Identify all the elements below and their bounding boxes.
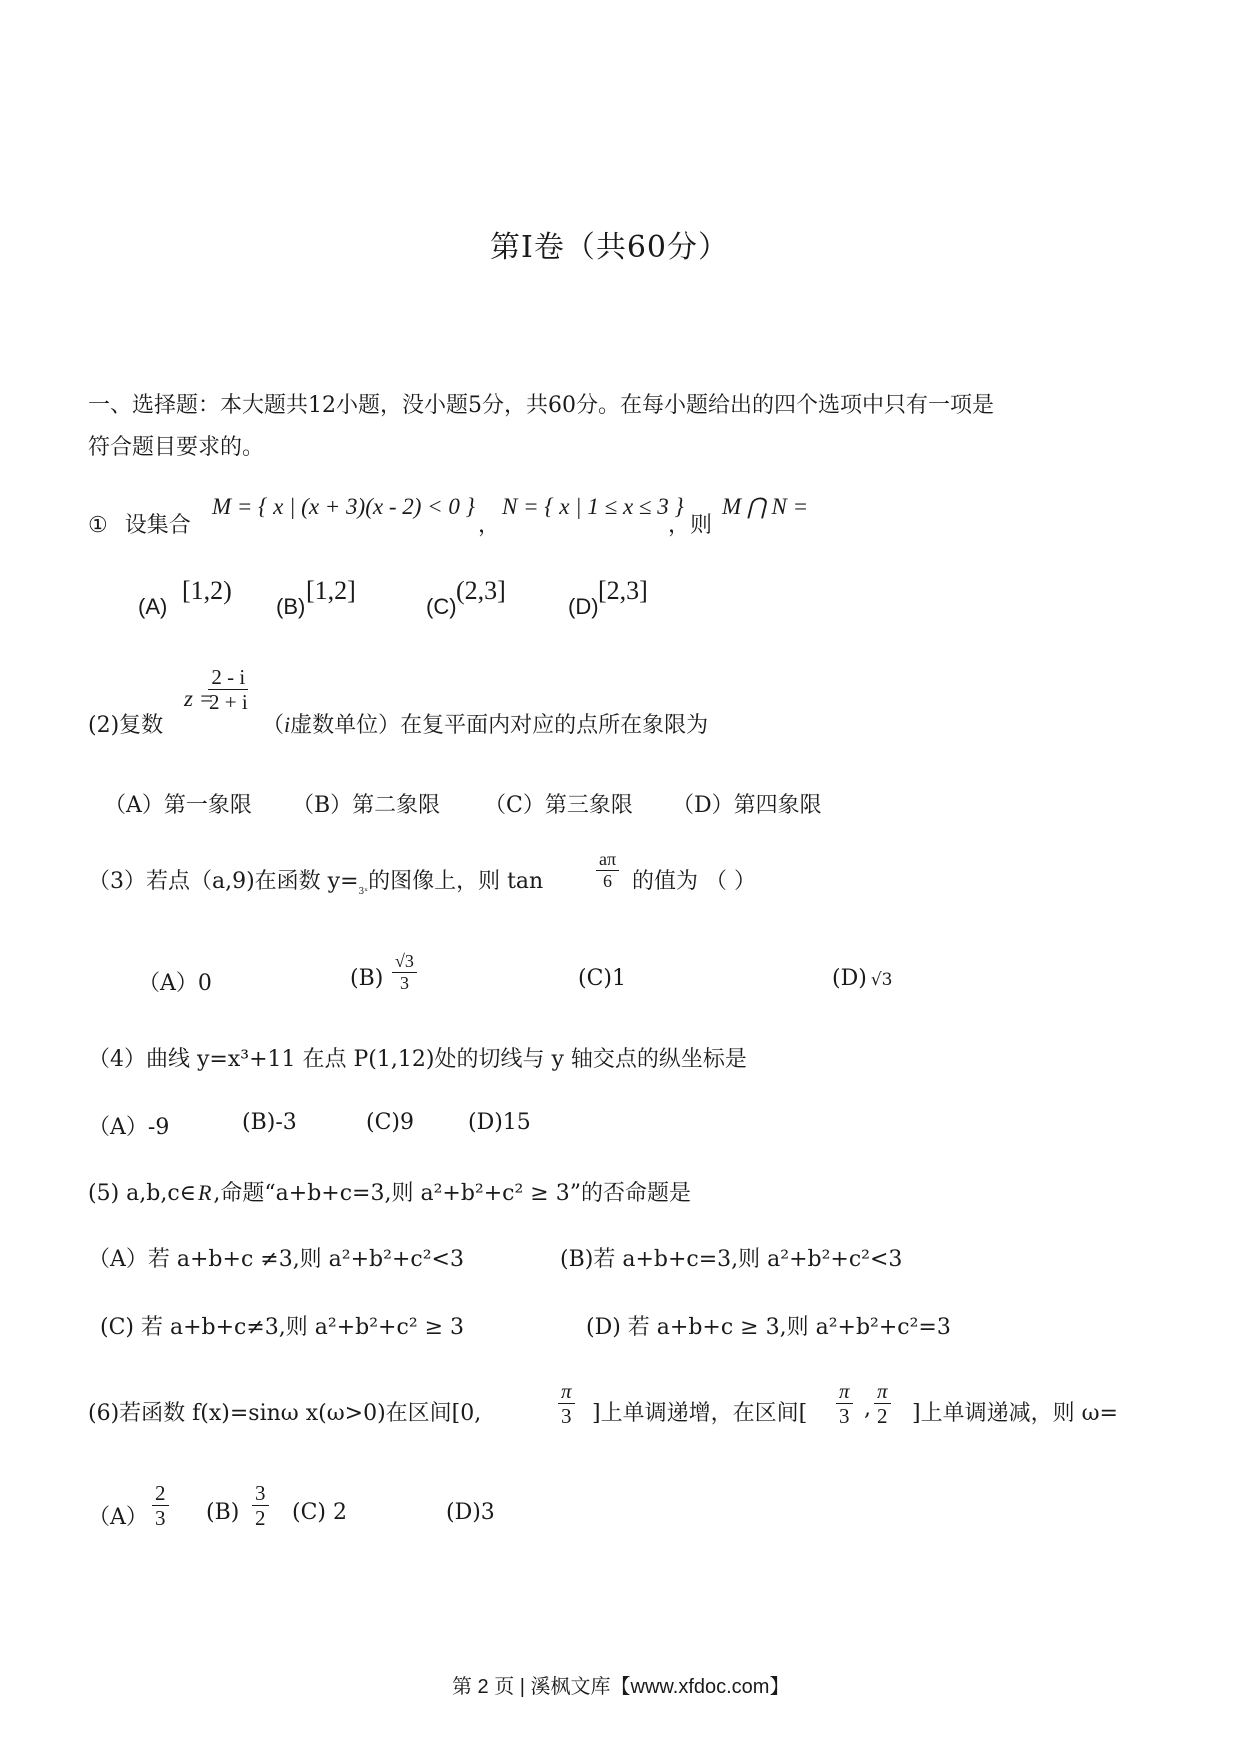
q1-option-d-value: [2,3] (598, 576, 648, 605)
q3-text2: 的图像上，则 tan (368, 869, 544, 894)
q6-option-a-num: 2 (152, 1482, 169, 1506)
page-footer: 第 2 页 | 溪枫文库【www.xfdoc.com】 (452, 1676, 790, 1698)
q6-option-b-fraction (252, 1482, 269, 1529)
q6-text1: (6)若函数 f(x)=sinω x(ω>0)在区间[0, (88, 1401, 482, 1426)
q6-frac-pi-3 (558, 1380, 575, 1427)
section-header-line1: 一、选择题：本大题共12小题，没小题5分，共60分。在每小题给出的四个选项中只有一项是 (88, 393, 994, 418)
q4-stem: （4）曲线 y=x³+11 在点 P(1,12)处的切线与 y 轴交点的纵坐标是 (88, 1047, 747, 1072)
q6-option-b-den: 2 (255, 1506, 266, 1531)
q6-frac2-den: 3 (839, 1404, 850, 1429)
q6-frac-pi-2 (874, 1380, 891, 1427)
q2-option-c: （C）第三象限 (484, 793, 633, 818)
q1-stem (88, 508, 191, 539)
q1-set-n: N = { x | 1 ≤ x ≤ 3 } (502, 494, 684, 519)
q2-z: z = (184, 686, 215, 711)
q3-frac-den: 6 (603, 870, 613, 891)
q1-number: ① (88, 513, 108, 538)
q3-stem (88, 864, 543, 897)
q3-option-b-num: √3 (392, 952, 417, 973)
q6-comma: , (864, 1396, 871, 1421)
section-header-line2: 符合题目要求的。 (88, 435, 265, 460)
q6-frac3-den: 2 (877, 1404, 888, 1429)
q2-numerator: 2 - i (208, 666, 248, 690)
q3-frac-num: aπ (596, 850, 619, 871)
q1-option-c-value: (2,3] (456, 576, 506, 605)
q6-text2: ]上单调递增，在区间[ (592, 1401, 808, 1426)
q1-comma2: ，则 (668, 513, 713, 538)
q1-option-b-value: [1,2] (306, 576, 356, 605)
q5-option-c: (C) 若 a+b+c≠3,则 a²+b²+c² ≥ 3 (100, 1315, 465, 1340)
q6-option-c: (C) 2 (292, 1500, 347, 1525)
q3-option-b-label: (B) (350, 966, 384, 991)
q3-option-d-label: (D) (832, 966, 867, 991)
q3-option-a-label: （A） (138, 971, 198, 996)
q1-option-b-label: (B) (276, 594, 306, 619)
q6-option-a-label: （A） (88, 1505, 148, 1530)
q1-stem-text: 设集合 (124, 513, 191, 538)
q2-open-paren: （ (262, 713, 285, 738)
q5-option-d: (D) 若 a+b+c ≥ 3,则 a²+b²+c²=3 (586, 1315, 951, 1340)
q2-option-d: （D）第四象限 (672, 793, 822, 818)
q2-fraction (206, 666, 251, 713)
q3-option-a-value: 0 (197, 971, 212, 996)
q6-option-b-num: 3 (252, 1482, 269, 1506)
q6-option-a-fraction (152, 1482, 169, 1529)
q5-r: R (197, 1180, 212, 1205)
q3-option-c (578, 966, 626, 991)
q5-text1: (5) a,b,c∈ (88, 1181, 196, 1206)
q2-note-i: i (284, 712, 291, 737)
q1-set-m: M = { x | (x + 3)(x - 2) < 0 } (212, 494, 475, 519)
q3-fraction (596, 850, 619, 891)
q4-option-b: (B)-3 (242, 1110, 297, 1135)
q3-text3: 的值为 （ ） (632, 869, 756, 894)
q6-frac3-num: π (874, 1380, 891, 1404)
q2-rest-text: 虚数单位）在复平面内对应的点所在象限为 (290, 713, 709, 738)
q1-option-c-label: (C) (426, 594, 457, 619)
q5-stem (88, 1176, 691, 1207)
q3-option-d (832, 966, 892, 991)
q1-option-d-label: (D) (568, 594, 599, 619)
page-title: 第I卷（共60分） (490, 230, 730, 265)
q6-frac1-den: 3 (561, 1404, 572, 1429)
q1-option-a-label: (A) (138, 594, 168, 619)
q5-text2: ,命题“a+b+c=3,则 a²+b²+c² ≥ 3”的否命题是 (213, 1181, 691, 1206)
q3-option-a (138, 966, 212, 997)
q2-prefix: (2)复数 (88, 713, 164, 738)
q6-option-a-den: 3 (155, 1506, 166, 1531)
q5-option-b: (B)若 a+b+c=3,则 a²+b²+c²<3 (560, 1247, 903, 1272)
q6-text3: ]上单调递减，则 ω= (912, 1401, 1118, 1426)
q3-option-d-value: √3 (870, 970, 893, 990)
q2-denominator: 2 + i (209, 690, 248, 715)
q3-tiny-exponent: 3ˣ (358, 887, 369, 897)
q4-option-c: (C)9 (366, 1110, 414, 1135)
q4-option-d: (D)15 (468, 1110, 531, 1135)
q1-option-a-value: [1,2) (182, 576, 232, 605)
q6-option-b-label: (B) (206, 1500, 240, 1525)
q6-frac-pi-3b (836, 1380, 853, 1427)
q4-option-a: （A）-9 (88, 1115, 170, 1140)
q6-frac1-num: π (558, 1380, 575, 1404)
q1-ask: M ⋂ N = (722, 494, 809, 519)
q2-option-a: （A）第一象限 (104, 793, 252, 818)
q3-option-b-den: 3 (399, 972, 409, 993)
q3-option-b-fraction (392, 952, 417, 993)
q3-option-c-value: 1 (612, 966, 626, 991)
q3-text1: （3）若点（a,9)在函数 y= (88, 869, 359, 894)
q6-option-d: (D)3 (446, 1500, 495, 1525)
q2-option-b: （B）第二象限 (292, 793, 441, 818)
q1-comma1: ， (478, 513, 501, 538)
q5-option-a: （A）若 a+b+c ≠3,则 a²+b²+c²<3 (88, 1247, 464, 1272)
q3-option-c-label: (C) (578, 966, 612, 991)
q6-frac2-num: π (836, 1380, 853, 1404)
q2-rest (262, 708, 708, 739)
